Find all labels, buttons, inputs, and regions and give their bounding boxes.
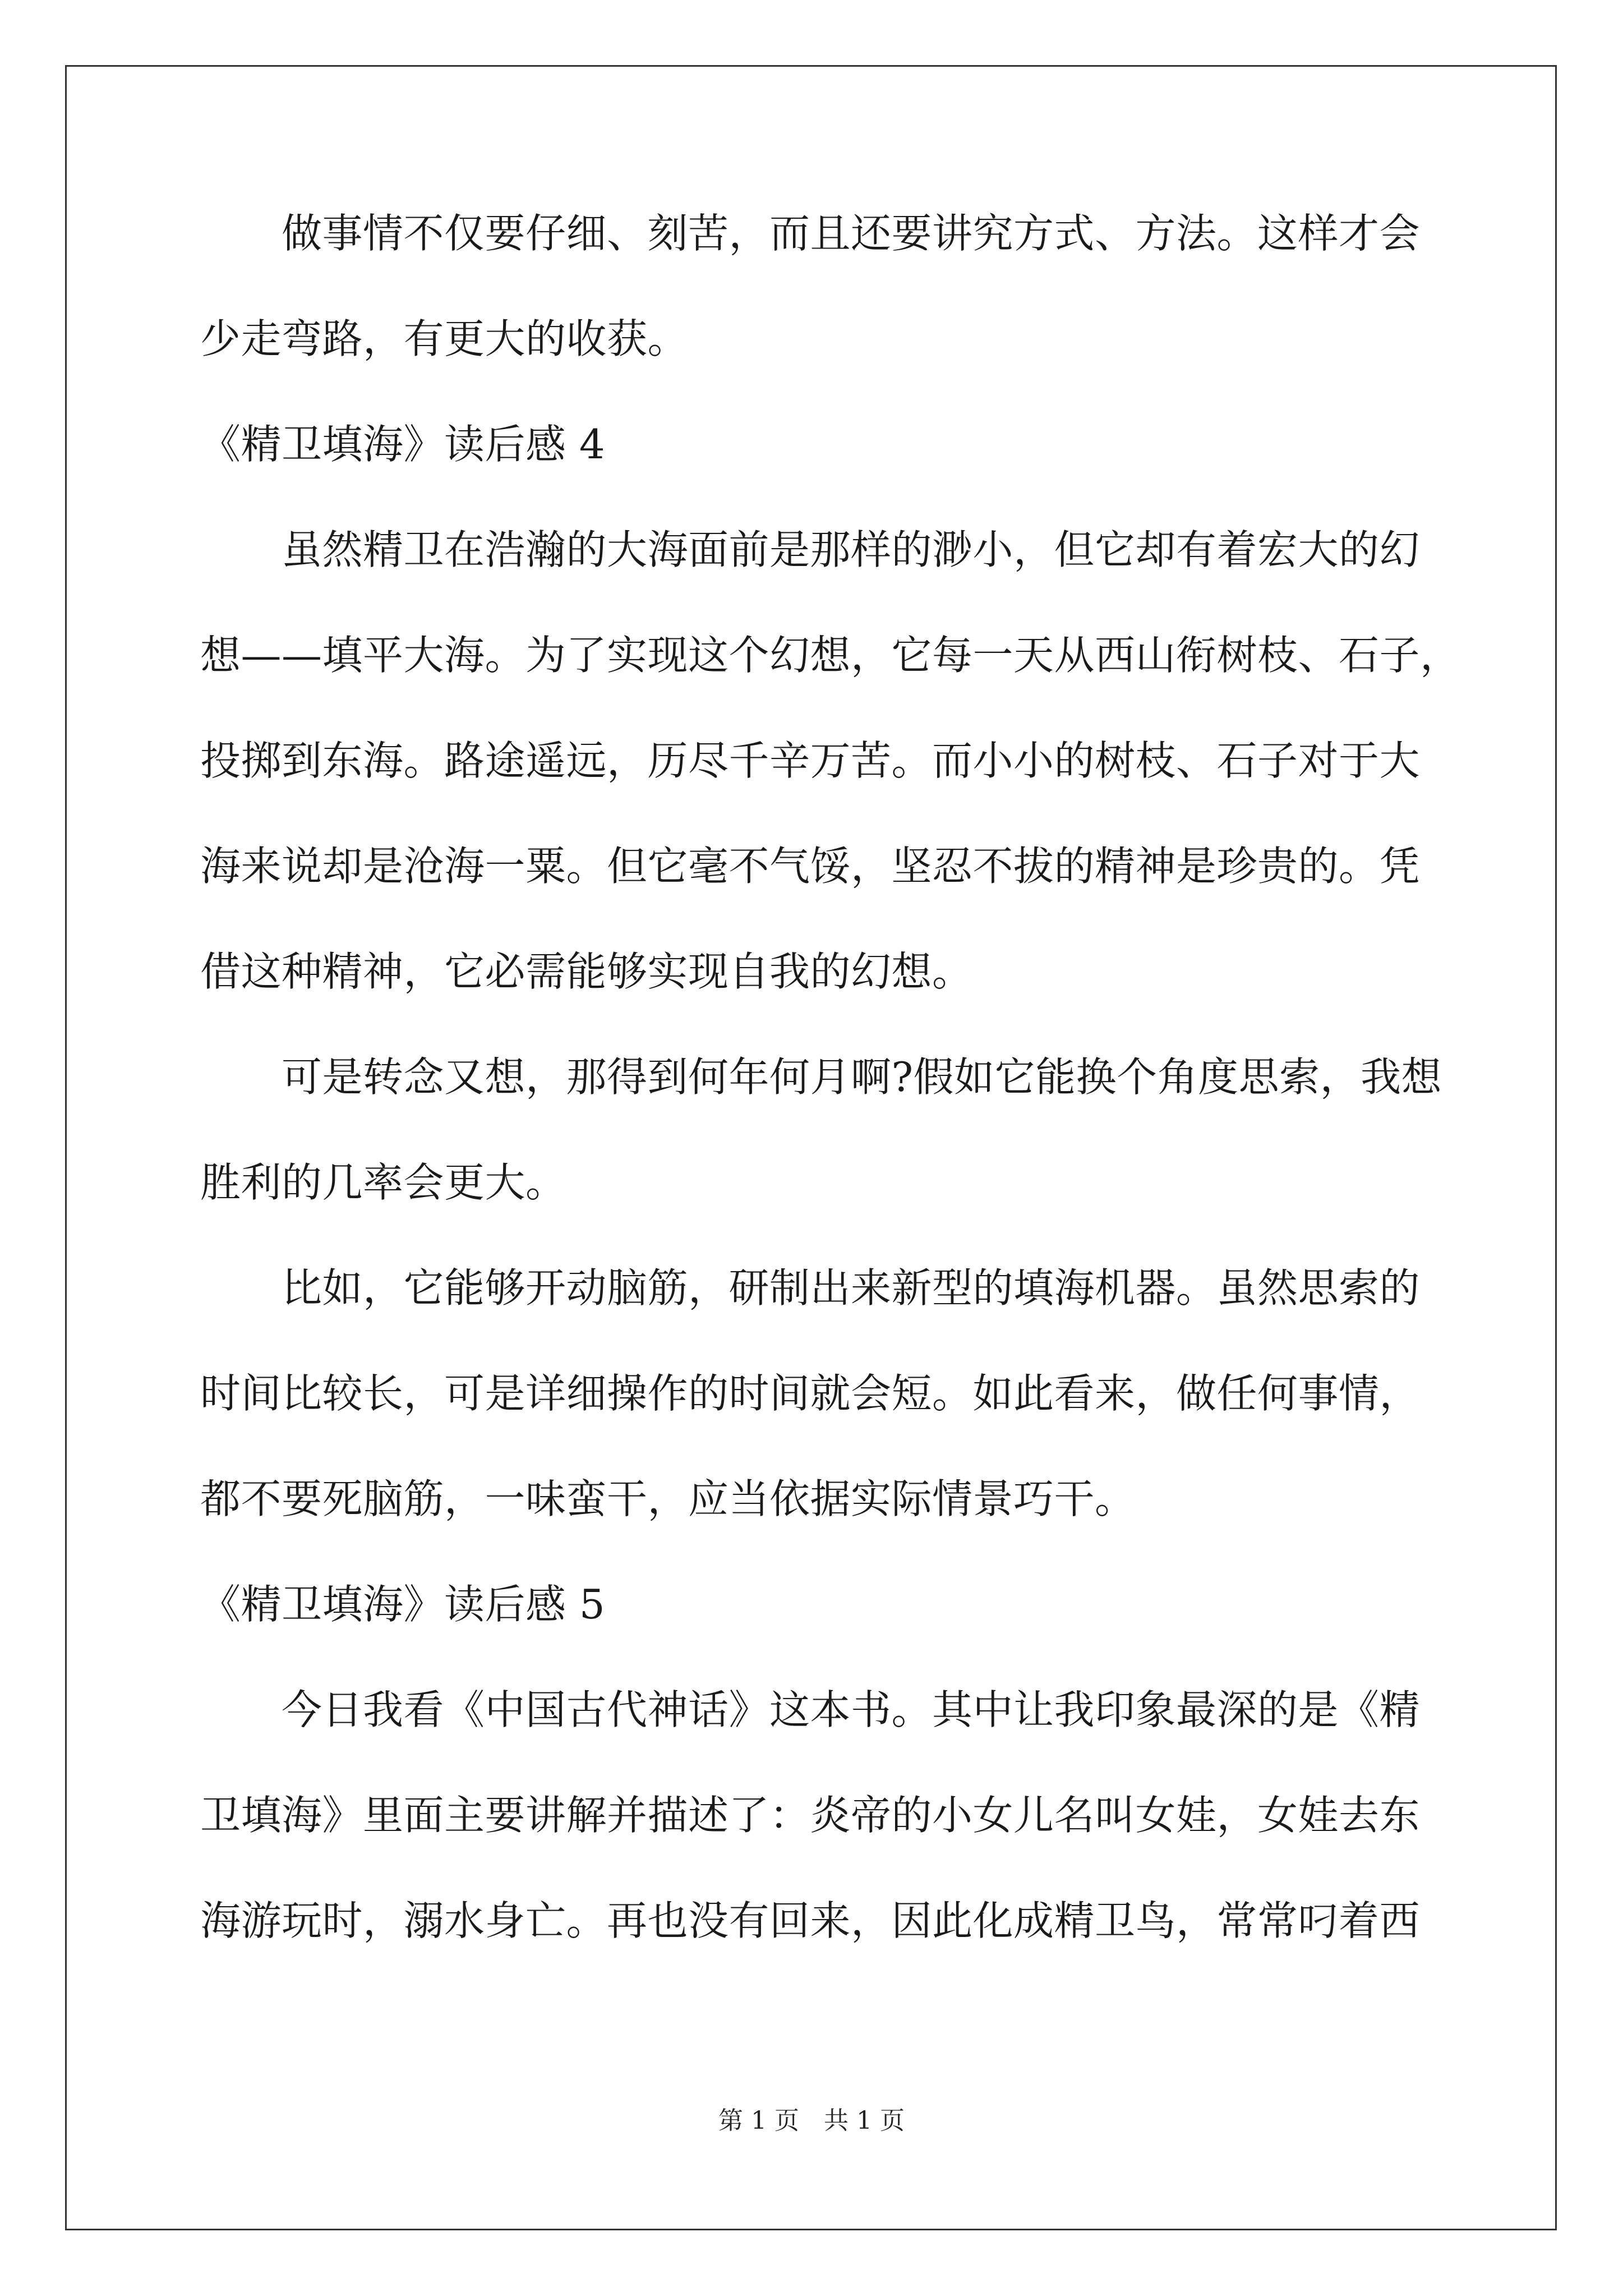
document-body: [200, 208, 1461, 2000]
text-line: 做事情不仅要仔细、刻苦，而且还要讲究方式、方法。这样才会: [200, 210, 1421, 257]
text-line: 海游玩时，溺水身亡。再也没有回来，因此化成精卫鸟，常常叼着西: [200, 1897, 1421, 1944]
page-number: 第 1 页 共 1 页: [718, 2106, 905, 2135]
text-line: 今日我看《中国古代神话》这本书。其中让我印象最深的是《精: [200, 1686, 1421, 1733]
text-line: 借这种精神，它必需能够实现自我的幻想。: [200, 948, 973, 995]
text-line: 都不要死脑筋，一味蛮干，应当依据实际情景巧干。: [200, 1475, 1136, 1522]
text-line: 卫填海》里面主要讲解并描述了：炎帝的小女儿名叫女娃，女娃去东: [200, 1792, 1421, 1839]
section-heading: 《精卫填海》读后感 5: [200, 1581, 606, 1628]
text-line: 想——填平大海。为了实现这个幻想，它每一天从西山衔树枝、石子，: [200, 632, 1461, 679]
text-line: 海来说却是沧海一粟。但它毫不气馁，坚忍不拔的精神是珍贵的。凭: [200, 843, 1421, 890]
page-footer: [0, 2104, 1623, 2138]
text-line: 投掷到东海。路途遥远，历尽千辛万苦。而小小的树枝、石子对于大: [200, 737, 1421, 784]
text-line: 胜利的几率会更大。: [200, 1159, 566, 1206]
text-line: 时间比较长，可是详细操作的时间就会短。如此看来，做任何事情，: [200, 1370, 1421, 1417]
section-heading: 《精卫填海》读后感 4: [200, 421, 606, 468]
text-line: 可是转念又想，那得到何年何月啊?假如它能换个角度思索，我想: [200, 1053, 1442, 1101]
text-line: 少走弯路，有更大的收获。: [200, 315, 689, 362]
text-line: 虽然精卫在浩瀚的大海面前是那样的渺小，但它却有着宏大的幻: [200, 526, 1421, 573]
text-line: 比如，它能够开动脑筋，研制出来新型的填海机器。虽然思索的: [200, 1264, 1421, 1312]
